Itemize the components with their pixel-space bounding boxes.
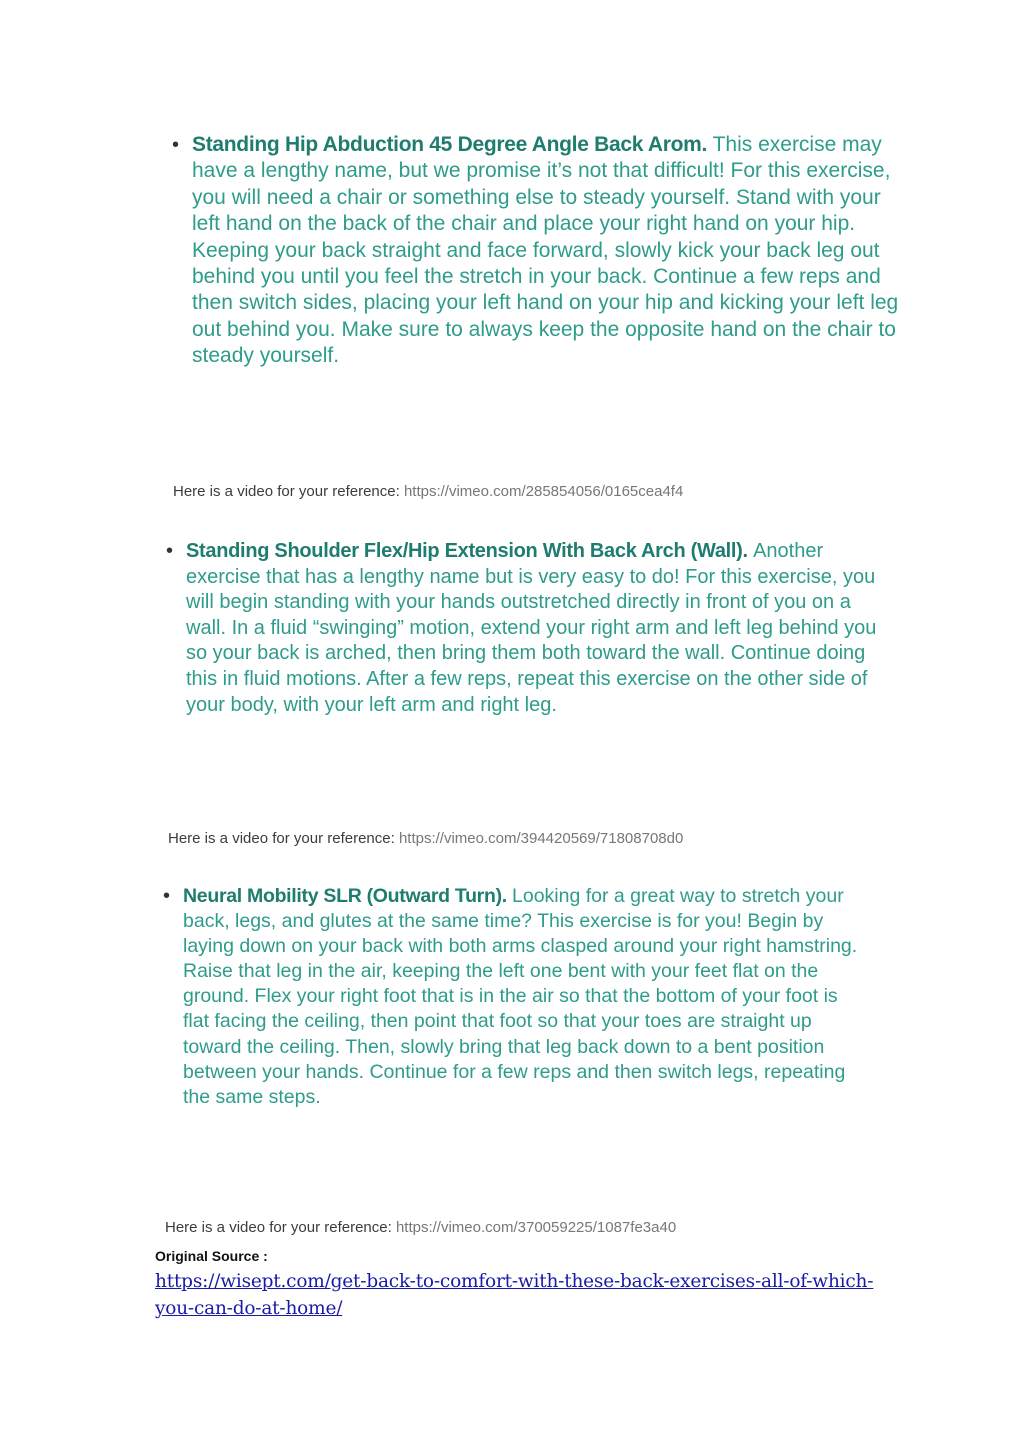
exercise-description: Another exercise that has a lengthy name but is very easy to do! For this exercise, you will begin standing with your hands outstretched directly in front of you on a wall. In a fluid “swinging” motion, extend your right arm and left leg behind you so your back is arched, then bring them both toward the wall. Continue doing this in fluid motions. After a few reps, repeat this exercise on the other side of your body, with your left arm and right leg.	[186, 540, 877, 716]
exercise-body	[186, 539, 886, 718]
exercise-title: Standing Shoulder Flex/Hip Extension With Back Arch (Wall).	[186, 540, 754, 562]
original-source-label: Original Source :	[155, 1248, 268, 1264]
bullet-icon: •	[163, 885, 171, 907]
video-reference-label: Here is a video for your reference:	[173, 483, 400, 500]
video-reference	[173, 483, 683, 500]
video-reference-label: Here is a video for your reference:	[165, 1219, 392, 1236]
exercise-title: Standing Hip Abduction 45 Degree Angle Back Arom.	[192, 133, 713, 156]
original-source-link[interactable]: https://wisept.com/get-back-to-comfort-with-these-back-exercises-all-of-which-you-can-do-at-home/	[155, 1271, 874, 1319]
video-reference-link[interactable]: https://vimeo.com/370059225/1087fe3a40	[395, 1219, 677, 1236]
video-reference-link[interactable]: https://vimeo.com/394420569/71808708d0	[398, 830, 684, 847]
video-reference-label: Here is a video for your reference:	[168, 830, 395, 847]
exercise-body	[192, 132, 902, 370]
bullet-icon: •	[172, 134, 180, 156]
video-reference	[165, 1219, 676, 1236]
exercise-description: Looking for a great way to stretch your back, legs, and glutes at the same time? This exercise is for you! Begin by laying down on your back with both arms clasped around your right hamstring. Raise that leg in the air, keeping the left one bent with your feet flat on the ground. Flex your right foot that is in the air so that the bottom of your foot is flat facing the ceiling, then point that foot so that your toes are straight up toward the ceiling. Then, slowly bring that leg back down to a bent position between your hands. Continue for a few reps and then switch legs, repeating the same steps.	[183, 885, 858, 1108]
exercise-title: Neural Mobility SLR (Outward Turn).	[183, 885, 513, 907]
video-reference	[168, 830, 683, 847]
bullet-icon: •	[166, 540, 174, 562]
exercise-description: This exercise may have a lengthy name, but we promise it’s not that difficult! For this exercise, you will need a chair or something else to steady yourself. Stand with your left hand on the back of the chair and place your right hand on your hip. Keeping your back straight and face forward, slowly kick your back leg out behind you until you feel the stretch in your back. Continue a few reps and then switch sides, placing your left hand on your hip and kicking your left leg out behind you. Make sure to always keep the opposite hand on the chair to steady yourself.	[192, 133, 899, 368]
exercise-body	[183, 884, 863, 1110]
video-reference-link[interactable]: https://vimeo.com/285854056/0165cea4f4	[403, 483, 684, 500]
